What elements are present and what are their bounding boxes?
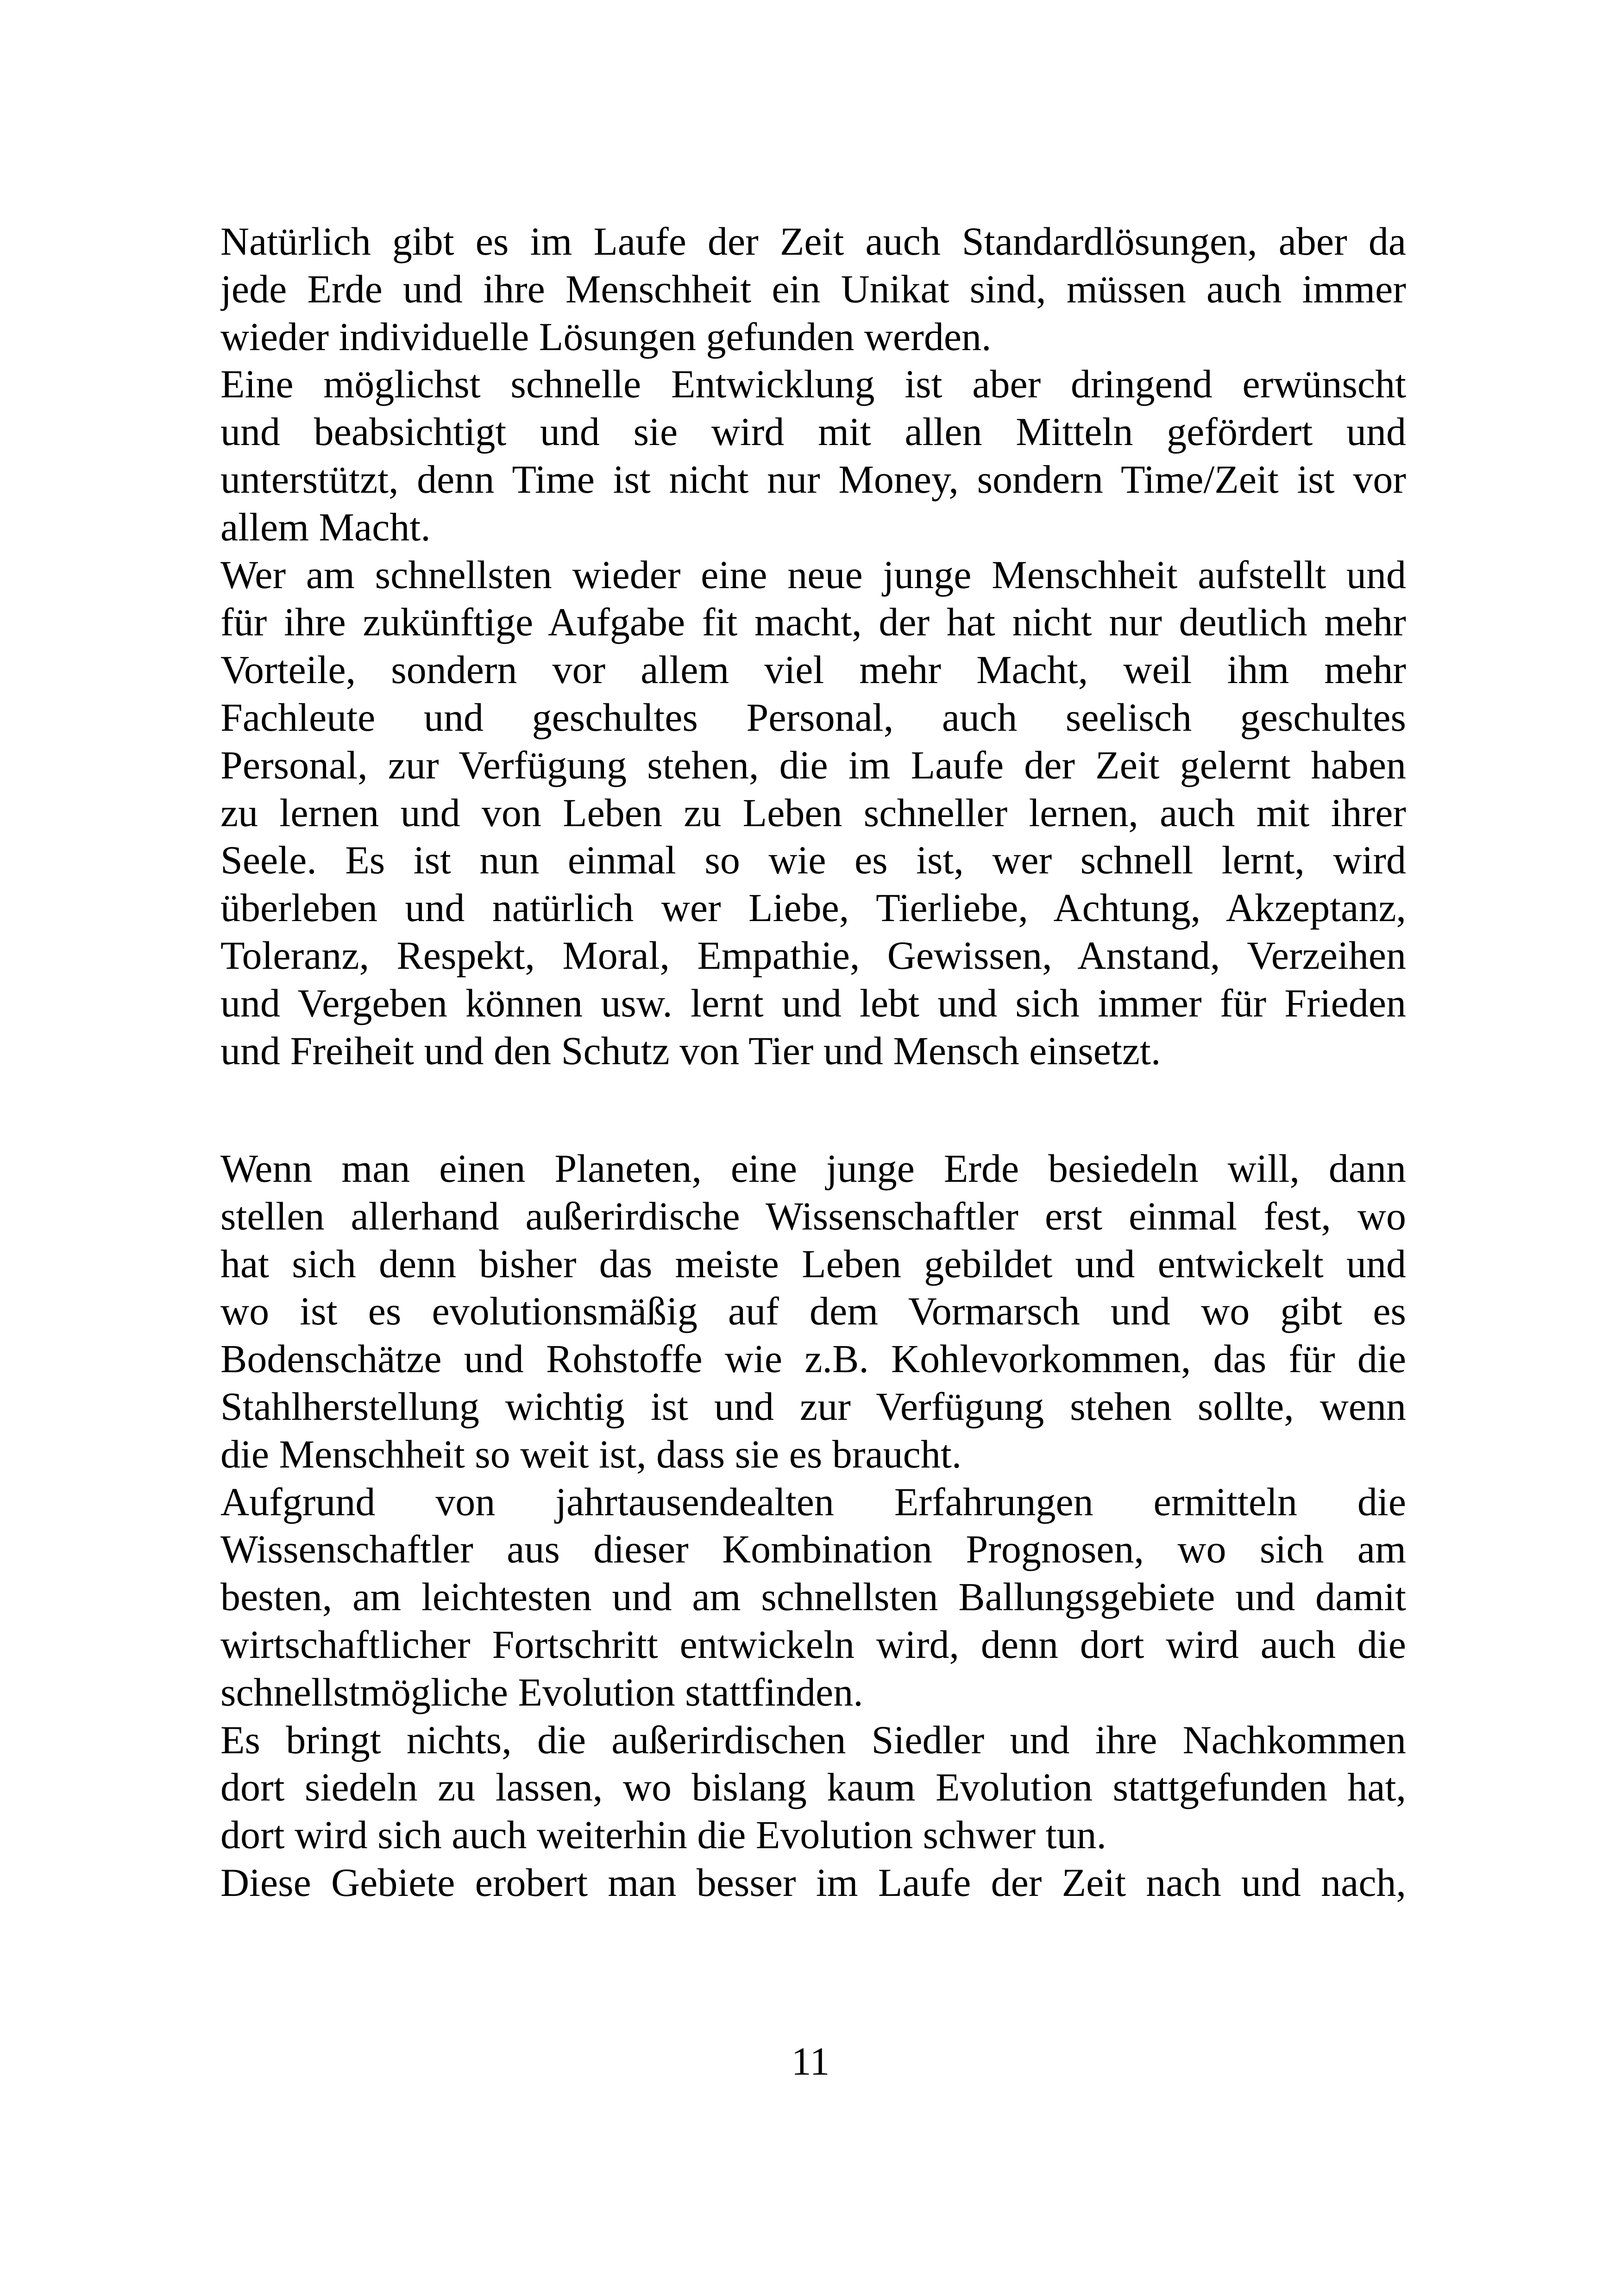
text-section-2 (220, 1145, 1406, 1907)
paragraph (220, 1859, 1406, 1907)
text-line: wieder individuelle Lösungen gefunden werden. (220, 314, 992, 359)
text-line: stellen allerhand außerirdische Wissenschaftler erst einmal fest, wo (220, 1193, 1406, 1238)
text-line: schnellstmögliche Evolution stattfinden. (220, 1669, 863, 1714)
text-line: Diese Gebiete erobert man besser im Laufe der Zeit nach und nach, (220, 1860, 1406, 1905)
page-number: 11 (791, 2039, 830, 2083)
paragraph (220, 1716, 1406, 1859)
text-line: Stahlherstellung wichtig ist und zur Verfügung stehen sollte, wenn (220, 1384, 1406, 1429)
text-line: zu lernen und von Leben zu Leben schneller lernen, auch mit ihrer (220, 790, 1406, 835)
text-line: Aufgrund von jahrtausendealten Erfahrungen ermitteln die (220, 1479, 1406, 1524)
text-line: Wer am schnellsten wieder eine neue junge Menschheit aufstellt und (220, 552, 1406, 597)
text-line: allem Macht. (220, 504, 431, 549)
paragraph (220, 360, 1406, 551)
text-line: Seele. Es ist nun einmal so wie es ist, wer schnell lernt, wird (220, 838, 1406, 883)
text-line: unterstützt, denn Time ist nicht nur Money, sondern Time/Zeit ist vor (220, 457, 1406, 502)
paragraph (220, 1145, 1406, 1478)
text-line: und beabsichtigt und sie wird mit allen Mitteln gefördert und (220, 409, 1406, 454)
text-line: Personal, zur Verfügung stehen, die im Laufe der Zeit gelernt haben (220, 742, 1406, 787)
text-line: wirtschaftlicher Fortschritt entwickeln wird, denn dort wird auch die (220, 1622, 1406, 1667)
paragraph (220, 218, 1406, 360)
paragraph (220, 1478, 1406, 1716)
paragraph (220, 551, 1406, 1075)
text-line: Wissenschaftler aus dieser Kombination Prognosen, wo sich am (220, 1527, 1406, 1572)
text-line: dort wird sich auch weiterhin die Evolution schwer tun. (220, 1813, 1107, 1857)
text-line: für ihre zukünftige Aufgabe fit macht, der hat nicht nur deutlich mehr (220, 600, 1406, 645)
text-line: jede Erde und ihre Menschheit ein Unikat sind, müssen auch immer (220, 266, 1406, 311)
text-line: dort siedeln zu lassen, wo bislang kaum Evolution stattgefunden hat, (220, 1765, 1406, 1810)
text-line: und Vergeben können usw. lernt und lebt und sich immer für Frieden (220, 980, 1406, 1025)
text-line: wo ist es evolutionsmäßig auf dem Vormarsch und wo gibt es (220, 1289, 1406, 1334)
text-line: Bodenschätze und Rohstoffe wie z.B. Kohlevorkommen, das für die (220, 1336, 1406, 1381)
text-line: die Menschheit so weit ist, dass sie es braucht. (220, 1431, 962, 1476)
text-section-1 (220, 218, 1406, 1074)
text-line: Toleranz, Respekt, Moral, Empathie, Gewissen, Anstand, Verzeihen (220, 933, 1406, 978)
text-line: Natürlich gibt es im Laufe der Zeit auch Standardlösungen, aber da (220, 219, 1406, 263)
text-line: Fachleute und geschultes Personal, auch seelisch geschultes (220, 695, 1406, 740)
text-line: hat sich denn bisher das meiste Leben gebildet und entwickelt und (220, 1241, 1406, 1286)
text-line: Wenn man einen Planeten, eine junge Erde besiedeln will, dann (220, 1146, 1406, 1191)
text-line: Vorteile, sondern vor allem viel mehr Macht, weil ihm mehr (220, 647, 1406, 692)
text-line: Es bringt nichts, die außerirdischen Siedler und ihre Nachkommen (220, 1717, 1406, 1762)
text-line: und Freiheit und den Schutz von Tier und Mensch einsetzt. (220, 1028, 1161, 1073)
text-line: besten, am leichtesten und am schnellsten Ballungsgebiete und damit (220, 1575, 1406, 1619)
text-line: überleben und natürlich wer Liebe, Tierliebe, Achtung, Akzeptanz, (220, 885, 1406, 930)
text-line: Eine möglichst schnelle Entwicklung ist aber dringend erwünscht (220, 362, 1406, 407)
